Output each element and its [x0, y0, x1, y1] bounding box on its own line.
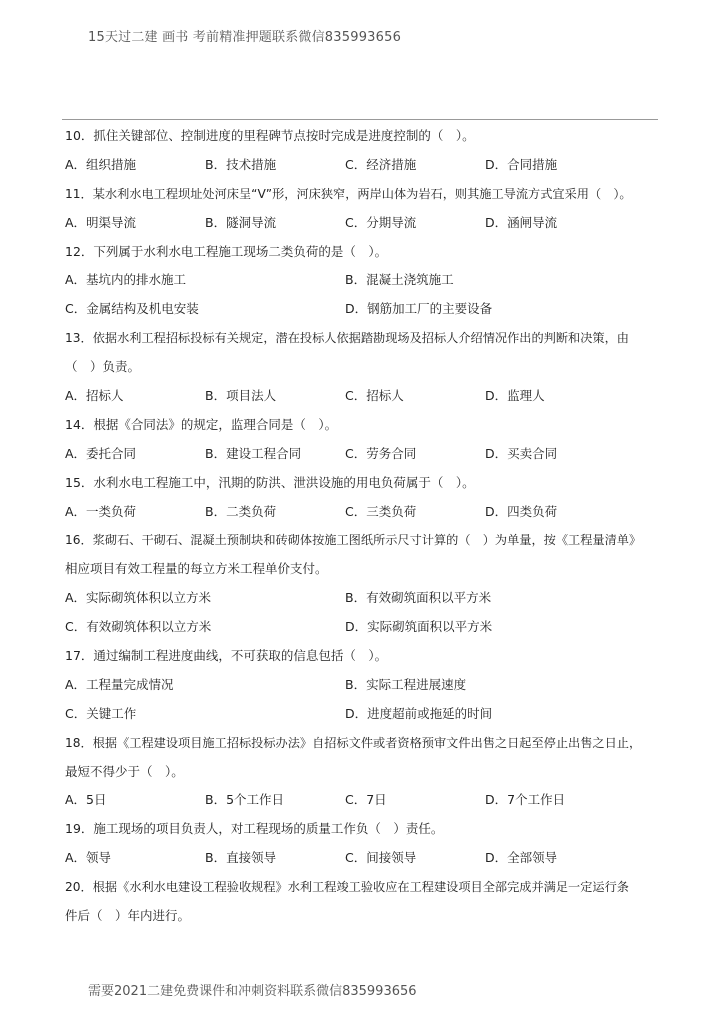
option-c: C．招标人: [345, 388, 404, 404]
question-18-stem-cont: 最短不得少于（ ）。: [65, 763, 184, 779]
question-16-options-row1: [65, 584, 665, 613]
option-b: B．建设工程合同: [205, 445, 302, 461]
option-d: D．实际砌筑面积以平方米: [345, 619, 493, 635]
option-c: C．有效砌筑体积以立方米: [65, 619, 212, 635]
option-a: A．明渠导流: [65, 214, 137, 230]
question-14-stem: 14．根据《合同法》的规定，监理合同是（ ）。: [65, 416, 338, 432]
question-17-options-row2: [65, 700, 665, 729]
question-12-options-row1: [65, 266, 665, 295]
question-10-options: [65, 151, 665, 180]
option-c: C．7日: [345, 792, 387, 808]
question-13-options: [65, 382, 665, 411]
question-16-options-row2: [65, 613, 665, 642]
option-d: D．涵闸导流: [485, 214, 558, 230]
option-b: B．二类负荷: [205, 503, 277, 519]
page-header: 15天过二建 画书 考前精准押题联系微信835993656: [88, 30, 402, 45]
question-17-stem: 17．通过编制工程进度曲线，不可获取的信息包括（ ）。: [65, 648, 388, 664]
option-a: A．委托合同: [65, 445, 137, 461]
question-11-options: [65, 209, 665, 238]
option-b: B．隧洞导流: [205, 214, 277, 230]
option-a: A．一类负荷: [65, 503, 137, 519]
option-a: A．领导: [65, 850, 112, 866]
option-d: D．四类负荷: [485, 503, 558, 519]
option-d: D．进度超前或拖延的时间: [345, 705, 493, 721]
option-a: A．实际砌筑体积以立方米: [65, 590, 212, 606]
question-14-options: [65, 440, 665, 469]
option-c: C．经济措施: [345, 156, 417, 172]
option-b: B．技术措施: [205, 156, 277, 172]
page-footer: 需要2021二建免费课件和冲刺资料联系微信835993656: [88, 984, 417, 999]
option-a: A．基坑内的排水施工: [65, 272, 187, 288]
option-d: D．全部领导: [485, 850, 558, 866]
option-c: C．金属结构及机电安装: [65, 301, 199, 317]
question-15-options: [65, 498, 665, 527]
question-12-stem: 12．下列属于水利水电工程施工现场二类负荷的是（ ）。: [65, 243, 388, 259]
question-16-stem-cont: 相应项目有效工程量的每立方米工程单价支付。: [65, 561, 328, 577]
option-c: C．分期导流: [345, 214, 417, 230]
option-d: D．监理人: [485, 388, 545, 404]
option-c: C．关键工作: [65, 705, 137, 721]
question-12-options-row2: [65, 295, 665, 324]
question-13-stem: 13．依据水利工程招标投标有关规定，潜在投标人依据踏勘现场及招标人介绍情况作出的判断和决策，由: [65, 331, 629, 346]
question-13-stem-cont: （ ）负责。: [65, 359, 141, 375]
question-16-stem: 16．浆砌石、干砌石、混凝土预制块和砖砌体按施工图纸所示尺寸计算的（ ）为单量，按《工程量清单》: [65, 533, 642, 548]
option-c: C．三类负荷: [345, 503, 417, 519]
option-d: D．钢筋加工厂的主要设备: [345, 301, 493, 317]
header-divider: [62, 119, 658, 120]
question-list: [65, 122, 665, 931]
option-d: D．买卖合同: [485, 445, 558, 461]
question-20-stem-cont: 件后（ ）年内进行。: [65, 908, 191, 924]
option-d: D．7个工作日: [485, 792, 566, 808]
option-a: A．招标人: [65, 388, 124, 404]
question-17-options-row1: [65, 671, 665, 700]
option-b: B．混凝土浇筑施工: [345, 272, 454, 288]
question-11-stem: 11．某水利水电工程坝址处河床呈“V”形，河床狭窄，两岸山体为岩石，则其施工导流方式宜采用（ ）。: [65, 186, 632, 201]
question-18-options: [65, 786, 665, 815]
option-a: A．组织措施: [65, 156, 137, 172]
option-b: B．项目法人: [205, 388, 277, 404]
question-10-stem: 10．抓住关键部位、控制进度的里程碑节点按时完成是进度控制的（ ）。: [65, 128, 475, 143]
question-18-stem: 18．根据《工程建设项目施工招标投标办法》自招标文件或者资格预审文件出售之日起至停止出售之日止，: [65, 735, 642, 750]
question-15-stem: 15．水利水电工程施工中，汛期的防洪、泄洪设施的用电负荷属于（ ）。: [65, 474, 475, 490]
question-19-stem: 19．施工现场的项目负责人，对工程现场的质量工作负（ ）责任。: [65, 821, 444, 837]
option-d: D．合同措施: [485, 156, 558, 172]
option-b: B．直接领导: [205, 850, 277, 866]
option-b: B．有效砌筑面积以平方米: [345, 590, 492, 606]
option-a: A．5日: [65, 792, 107, 808]
option-a: A．工程量完成情况: [65, 676, 174, 692]
question-20-stem: 20．根据《水利水电建设工程验收规程》水利工程竣工验收应在工程建设项目全部完成并满足一定运行条: [65, 880, 629, 895]
option-b: B．5个工作日: [205, 792, 285, 808]
option-c: C．劳务合同: [345, 445, 417, 461]
option-b: B．实际工程进展速度: [345, 676, 467, 692]
question-19-options: [65, 844, 665, 873]
option-c: C．间接领导: [345, 850, 417, 866]
